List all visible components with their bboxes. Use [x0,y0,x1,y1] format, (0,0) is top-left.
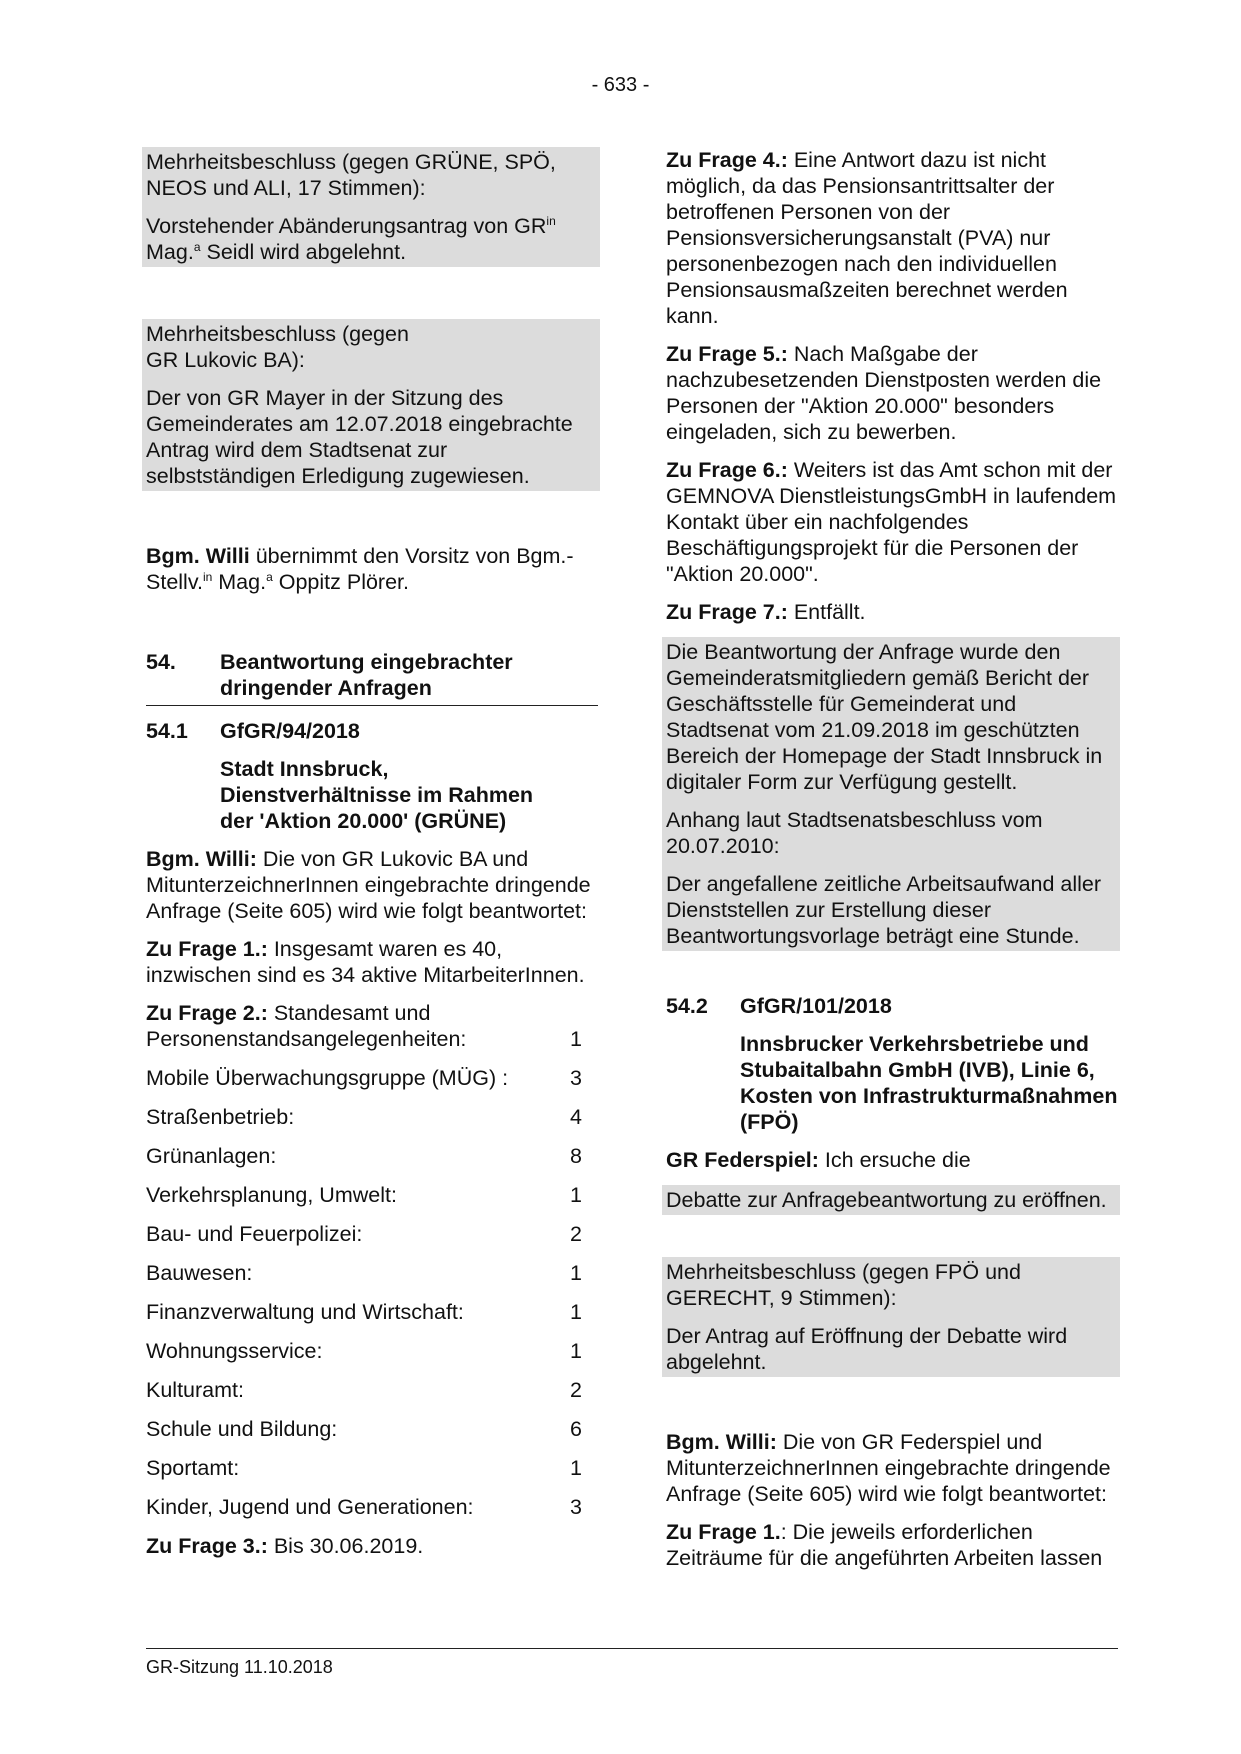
info-text: Anhang laut Stadtsenatsbeschluss vom 20.07.2010: [666,808,1043,858]
list-item: Grünanlagen: 8 [146,1144,582,1168]
question-3: Zu Frage 3.: Bis 30.06.2019. [146,1534,424,1558]
left-column [146,147,598,1571]
resolution-text: Der von GR Mayer in der Sitzung des Gemeinderates am 12.07.2018 eingebrachte Antrag wird dem Stadtsenat zur selbstständigen Erledigung zugewiesen. [146,386,573,488]
footer-text: GR-Sitzung 11.10.2018 [146,1657,333,1677]
request-text: Debatte zur Anfragebeantwortung zu eröffnen. [666,1188,1107,1212]
list-item: Bau- und Feuerpolizei: 2 [146,1222,582,1246]
resolution-box-1 [142,147,600,267]
federspiel-request: GR Federspiel: Ich ersuche die [666,1148,971,1172]
resolution-text: Vorstehender Abänderungsantrag von $GR^{in}$ Mag.$^a$ Seidl wird abgelehnt. [146,214,556,264]
list-item: Wohnungsservice: 1 [146,1339,582,1363]
list-item: Mobile Überwachungsgruppe (MÜG) : 3 [146,1066,582,1090]
list-item: Finanzverwaltung und Wirtschaft: 1 [146,1300,582,1324]
question-7: Zu Frage 7.: Entfällt. [666,600,866,624]
question-4: Zu Frage 4.: Eine Antwort dazu ist nicht möglich, da das Pensionsantrittsalter der betroffenen Personen von der Pensionsversicherungsanstalt (PVA) nur personenbezogen nach den individuellen Pensionsausmaßzeiten berechnet werden kann. [666,148,1068,328]
answer-intro: Bgm. Willi: Die von GR Lukovic BA und MitunterzeichnerInnen eingebrachte dringende Anfrage (Seite 605) wird wie folgt beantwortet: [146,847,591,923]
chair-note: Bgm. Willi übernimmt den Vorsitz von Bgm.-Stellv.$^{in}$ Mag.$^a$ Oppitz Plörer. [146,544,574,594]
section-heading-54: 54. Beantwortung eingebrachter dringender Anfragen [146,649,598,706]
list-item: Kulturamt: 2 [146,1378,582,1402]
list-item: Verkehrsplanung, Umwelt: 1 [146,1183,582,1207]
section-title-54-2: Innsbrucker Verkehrsbetriebe und Stubaitalbahn GmbH (IVB), Linie 6, Kosten von Infrastrukturmaßnahmen (FPÖ) [740,1032,1118,1134]
footer-rule [146,1648,1118,1649]
question-6: Zu Frage 6.: Weiters ist das Amt schon mit der GEMNOVA DienstleistungsGmbH in laufendem Kontakt über ein nachfolgendes Beschäftigungsprojekt für die Personen der "Aktion 20.000". [666,458,1117,586]
list-item: Sportamt: 1 [146,1456,582,1480]
list-item: Schule und Bildung: 6 [146,1417,582,1441]
info-box [662,637,1120,951]
question-5: Zu Frage 5.: Nach Maßgabe der nachzubesetzenden Dienstposten werden die Personen der "Aktion 20.000" besonders eingeladen, sich zu bewerben. [666,342,1102,444]
list-item: Kinder, Jugend und Generationen: 3 [146,1495,582,1519]
resolution-text: Mehrheitsbeschluss (gegen FPÖ und GERECHT, 9 Stimmen): [666,1260,1021,1310]
resolution-text: Mehrheitsbeschluss (gegen GR Lukovic BA): [146,322,409,372]
section-heading-54-1: 54.1 GfGR/94/2018 [146,719,360,743]
resolution-text: Der Antrag auf Eröffnung der Debatte wird abgelehnt. [666,1324,1068,1374]
section-heading-54-2: 54.2 GfGR/101/2018 [666,994,892,1018]
info-text: Die Beantwortung der Anfrage wurde den Gemeinderatsmitgliedern gemäß Bericht der Geschäftsstelle für Gemeinderat und Stadtsenat vom 21.09.2018 im geschützten Bereich der Homepage der Stadt Innsbruck in digitaler Form zur Verfügung gestellt. [666,640,1103,794]
list-item: Straßenbetrieb: 4 [146,1105,582,1129]
question-2: Zu Frage 2.: Standesamt und [146,1001,431,1025]
right-column [666,147,1118,1583]
question-1b: Zu Frage 1.: Die jeweils erforderlichen Zeiträume für die angeführten Arbeiten lassen [666,1520,1103,1570]
request-box [662,1185,1120,1215]
info-text: Der angefallene zeitliche Arbeitsaufwand aller Dienststellen zur Erstellung dieser Beantwortungsvorlage beträgt eine Stunde. [666,872,1102,948]
list-item: Bauwesen: 1 [146,1261,582,1285]
resolution-box-3 [662,1257,1120,1377]
section-title-54-1: Stadt Innsbruck, Dienstverhältnisse im Rahmen der 'Aktion 20.000' (GRÜNE) [220,757,534,833]
list-item: Personenstandsangelegenheiten: 1 [146,1027,582,1051]
resolution-box-2 [142,319,600,491]
department-list [146,1026,598,1520]
resolution-text: Mehrheitsbeschluss (gegen GRÜNE, SPÖ, NEOS und ALI, 17 Stimmen): [146,150,556,200]
question-1: Zu Frage 1.: Insgesamt waren es 40, inzwischen sind es 34 aktive MitarbeiterInnen. [146,937,585,987]
page-number: - 633 - [591,74,650,96]
answer-intro-2: Bgm. Willi: Die von GR Federspiel und MitunterzeichnerInnen eingebrachte dringende Anfrage (Seite 605) wird wie folgt beantwortet: [666,1430,1111,1506]
